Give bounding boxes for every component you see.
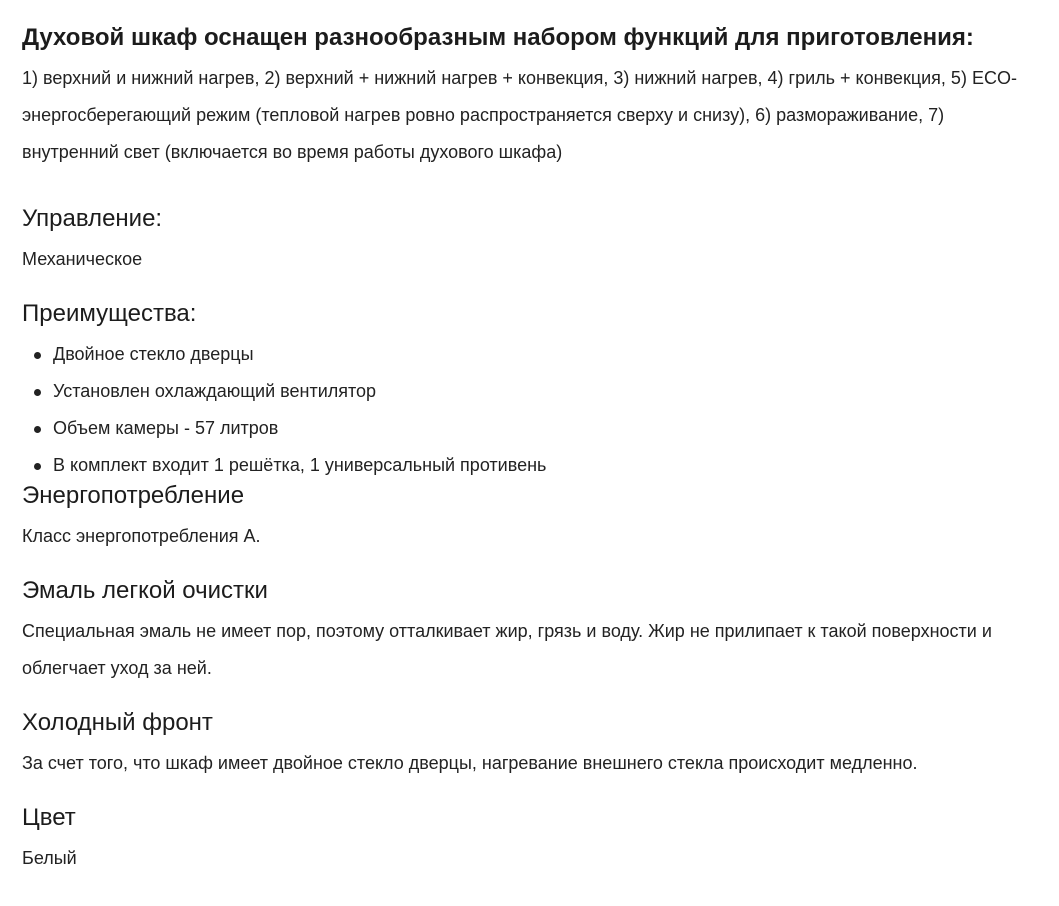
cold-front-section <box>22 707 1042 782</box>
spacer <box>22 182 1042 203</box>
color-section <box>22 802 1042 877</box>
color-heading: Цвет <box>22 804 76 831</box>
functions-heading: Духовой шкаф оснащен разнообразным набором функций для приготовления: <box>22 24 974 51</box>
list-item <box>53 410 1042 447</box>
functions-text: 1) верхний и нижний нагрев, 2) верхний + нижний нагрев + конвекция, 3) нижний нагрев, 4) гриль + конвекция, 5) ECO-энергосберегающий режим (тепловой нагрев ровно распространяется сверху и снизу), 6) размораживание, 7) внутренний свет (включается во время работы духового шкафа) <box>22 68 1017 162</box>
advantages-heading: Преимущества: <box>22 300 197 327</box>
spacer <box>22 278 1042 298</box>
bullet-icon <box>34 352 41 359</box>
energy-section <box>22 480 1042 555</box>
spacer <box>22 782 1042 802</box>
energy-text: Класс энергопотребления А. <box>22 526 261 546</box>
advantages-list <box>22 336 1042 484</box>
color-text: Белый <box>22 848 77 868</box>
control-text: Механическое <box>22 249 143 269</box>
enamel-section <box>22 575 1042 687</box>
list-item-text: Установлен охлаждающий вентилятор <box>53 381 377 401</box>
cold-front-text: За счет того, что шкаф имеет двойное стекло дверцы, нагревание внешнего стекла происходит медленно. <box>22 753 918 773</box>
energy-heading: Энергопотребление <box>22 482 245 509</box>
bullet-icon <box>34 426 41 433</box>
bullet-icon <box>34 389 41 396</box>
list-item-text: В комплект входит 1 решётка, 1 универсальный противень <box>53 455 547 475</box>
list-item <box>53 447 1042 484</box>
functions-section <box>22 22 1042 171</box>
list-item-text: Объем камеры - 57 литров <box>53 418 279 438</box>
enamel-text: Специальная эмаль не имеет пор, поэтому отталкивает жир, грязь и воду. Жир не прилипает к такой поверхности и облегчает уход за ней. <box>22 621 992 678</box>
list-item <box>53 336 1042 373</box>
list-item <box>53 373 1042 410</box>
control-section <box>22 203 1042 278</box>
enamel-heading: Эмаль легкой очистки <box>22 577 268 604</box>
advantages-section <box>22 298 1042 484</box>
spacer <box>22 555 1042 575</box>
spacer <box>22 687 1042 707</box>
list-item-text: Двойное стекло дверцы <box>53 344 254 364</box>
cold-front-heading: Холодный фронт <box>22 709 213 736</box>
control-heading: Управление: <box>22 205 163 232</box>
bullet-icon <box>34 463 41 470</box>
